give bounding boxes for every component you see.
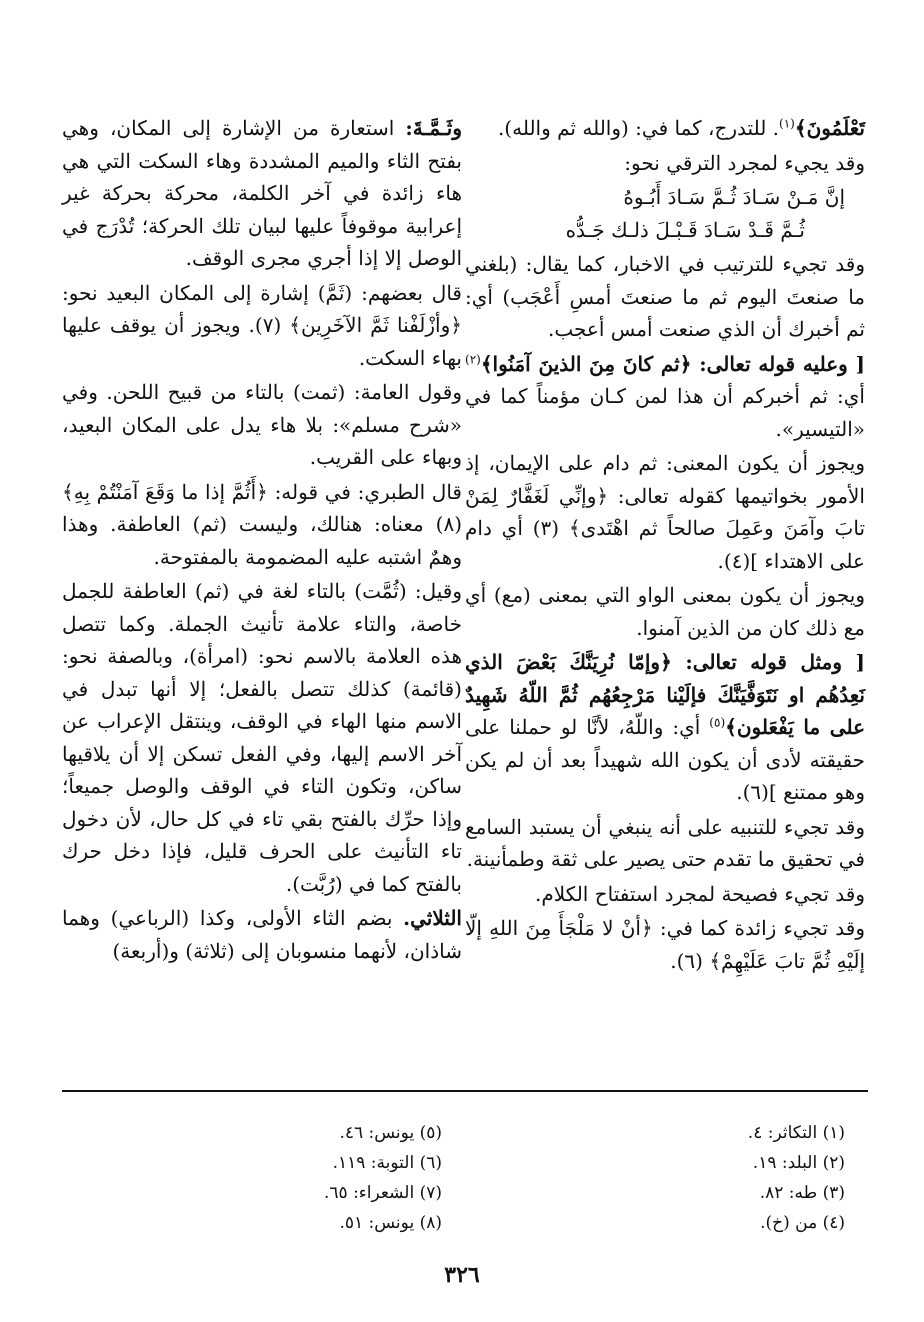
footnote: (٥) يونس: ٤٦. [339, 1123, 442, 1143]
paragraph: ويجوز أن يكون بمعنى الواو التي بمعنى (مع) أي مع ذلك كان من الذين آمنوا. [465, 583, 865, 640]
poem-verse: إنَّ مَـنْ سَـادَ ثُـمَّ سَـادَ أَبُـوهُ [623, 185, 845, 209]
footnotes-left [62, 1118, 442, 1238]
paragraph: وقول العامة: (ثمت) بالتاء من قبيح اللحن. وفي «شرح مسلم»: بلا هاء يدل على المكان البعيد، وبهاء على القريب. [62, 380, 462, 469]
footnote-ref[interactable]: (٢) [465, 351, 481, 366]
paragraph: وقيل: (ثُمَّت) بالتاء لغة في (ثم) العاطفة للجمل خاصة، والتاء علامة تأنيث الجملة. وكما تتصل هذه العلامة بالاسم نحو: (امرأة)، وبالصفة نحو: (قائمة) كذلك تتصل بالفعل؛ إلا أنها تبدل في الاسم منها الهاء في الوقف، وينتقل الإعراب عن آخر الاسم إليها، وفي الفعل تسكن إلا أن يلاقيها ساكن، وتكون التاء في الوقف والوصل جميعاً؛ وإذا حرِّك بالفتح بقي تاء في كل حال، لأن دخول تاء التأنيث على الحرف قليل، فإذا دخل حرك بالفتح كما في (رُبَّت). [62, 579, 462, 896]
paragraph: [ وعليه قوله تعالى: ﴿ثم كانَ مِنَ الذينَ آمَنُوا﴾$^{(٢)}$ أي: ثم أخبركم أن هذا لمن كـان مؤمناً كما في «التيسير». [465, 351, 865, 441]
footnote: (٨) يونس: ٥١. [339, 1213, 442, 1233]
footnote: (١) التكاثر: ٤. [747, 1123, 845, 1143]
footnote: (٤) من (خ). [760, 1213, 845, 1233]
footnote: (٦) التوبة: ١١٩. [332, 1153, 442, 1173]
footnote-divider [62, 1090, 868, 1092]
paragraph: تَعْلَمُونَ﴾$^{(١)}$. للتدرج، كما في: (والله ثم والله). [497, 116, 865, 140]
footnotes-right [465, 1118, 845, 1238]
page-number: ٣٢٦ [444, 1262, 480, 1288]
paragraph: الثلاثي. بضم الثاء الأولى، وكذا (الرباعي) وهما شاذان، لأنهما منسوبان إلى (ثلاثة) و(أربعة) [62, 906, 462, 963]
left-column [62, 112, 462, 969]
paragraph: قال بعضهم: (ثَمَّ) إشارة إلى المكان البعيد نحو: ﴿وأزْلَفْنا ثَمَّ الآخَرِين﴾ (٧). ويجوز أن يوقف عليها بهاء السكت. [62, 280, 462, 370]
paragraph: وقد تجيء فصيحة لمجرد استفتاح الكلام. [534, 881, 865, 906]
footnote: (٢) البلد: ١٩. [752, 1153, 845, 1173]
paragraph: وقد تجيء للتنبيه على أنه ينبغي أن يستبد السامع في تحقيق ما تقدم حتى يصير على ثقة وطمأنينة. [465, 814, 865, 871]
paragraph: ويجوز أن يكون المعنى: ثم دام على الإيمان، إذ الأمور بخواتيمها كقوله تعالى: ﴿وإنِّي لَغَفَّارٌ لِمَنْ تابَ وآمَنَ وعَمِلَ صالحاً ثم اهْتَدى﴾ (٣) أي دام على الاهتداء ](٤). [465, 451, 866, 573]
footnote: (٣) طه: ٨٢. [759, 1183, 845, 1203]
paragraph: [ ومثل قوله تعالى: ﴿وإمّا نُرِيَنَّكَ بَعْضَ الذي نَعِدُهُم او نَتَوَفَّيَنَّكَ فإلَيْنا مَرْجِعُهُم ثُمَّ اللّهُ شَهِيدٌ على ما يَفْعَلون﴾$^{(٥)}$ أي: واللّهُ، لأنَّا لو حملنا على حقيقته لأدى أن يكون الله شهيداً بعد أن لم يكن وهو ممتنع ](٦). [465, 650, 866, 804]
right-column [465, 112, 865, 979]
paragraph: وقد يجيء لمجرد الترقي نحو: [624, 150, 865, 175]
footnote: (٧) الشعراء: ٦٥. [324, 1183, 442, 1203]
paragraph: قال الطبري: في قوله: ﴿أَثُمَّ إذا ما وَقَعَ آمَنْتُمْ بِهِ﴾ (٨) معناه: هنالك، وليست (ثم) العاطفة. وهذا وهمٌ اشتبه عليه المضمومة بالمفتوحة. [62, 479, 462, 569]
paragraph: وقد تجيء للترتيب في الاخبار، كما يقال: (بلغني ما صنعتَ اليوم ثم ما صنعتَ أمسِ أَعْجَب) أي: ثم أخبرك أن الذي صنعت أمس أعجب. [465, 252, 865, 341]
poem-verse: ثُـمَّ قَـدْ سَـادَ قَـبْـلَ ذلـك جَـدُّه [565, 217, 805, 242]
paragraph: وثَـمَّـةَ: استعارة من الإشارة إلى المكان، وهي بفتح الثاء والميم المشددة وهاء السكت التي هي هاء زائدة في آخر الكلمة، محركة بحركة غير إعرابية موقوفاً عليها لبيان تلك الحركة؛ تُدْرَج في الوصل إلا إذا أجري مجرى الوقف. [62, 116, 462, 270]
footnote-ref[interactable]: (١) [779, 116, 795, 131]
paragraph: وقد تجيء زائدة كما في: ﴿أنْ لا مَلْجَأَ مِنَ اللهِ إلّا إلَيْهِ ثُمَّ تابَ عَلَيْهِمْ﴾ (٦). [465, 916, 865, 973]
footnote-ref[interactable]: (٥) [709, 715, 726, 730]
